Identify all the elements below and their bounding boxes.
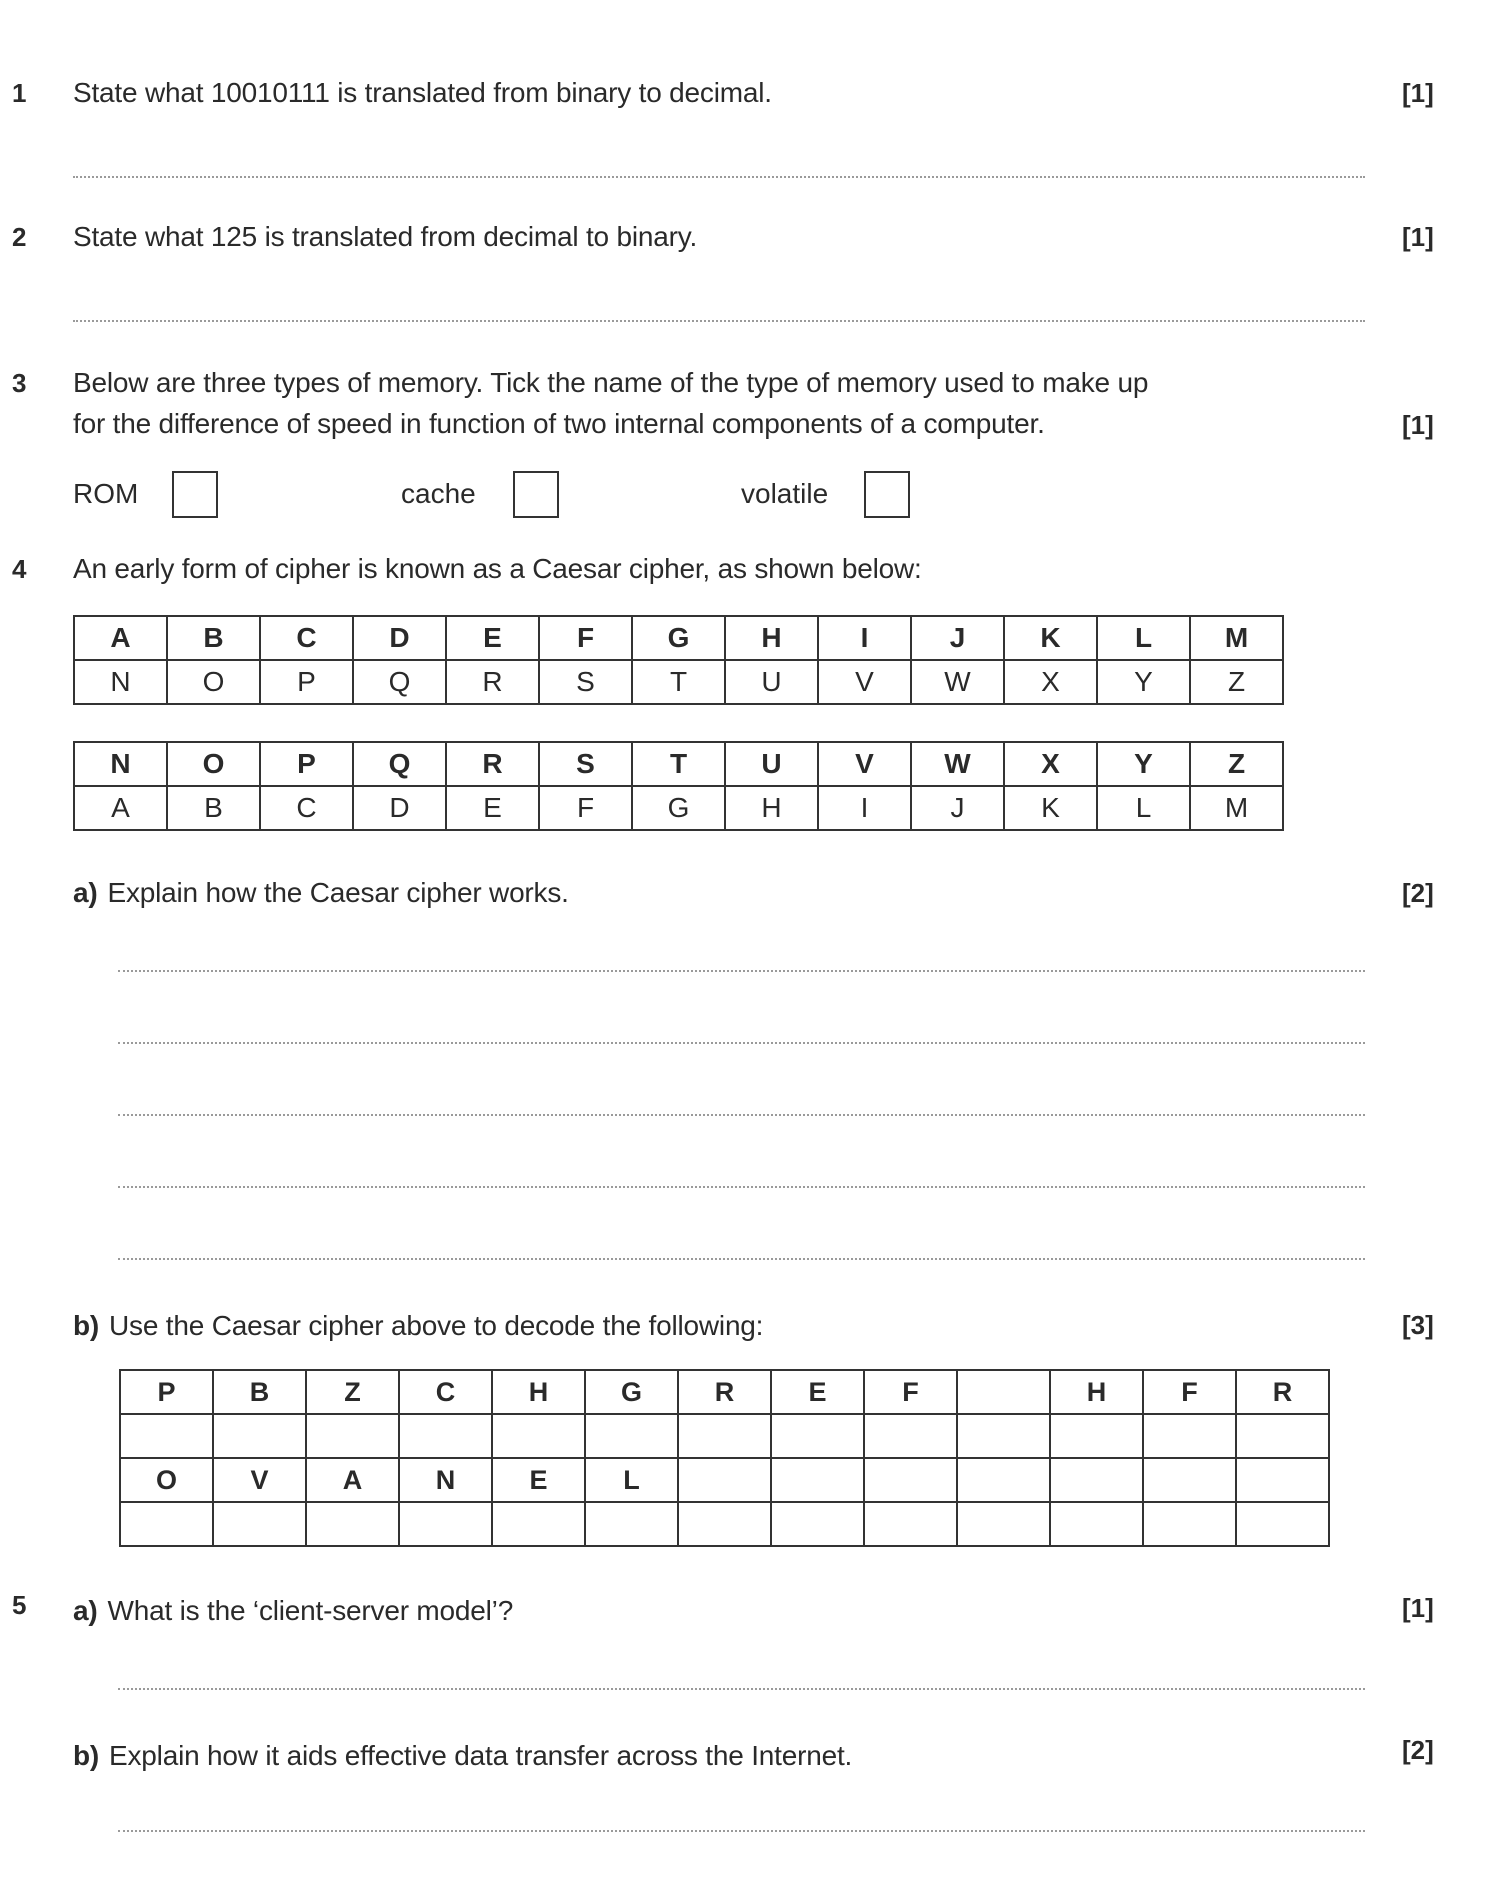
cipher-cell: O — [167, 742, 260, 786]
cipher-cell: D — [353, 616, 446, 660]
decode-row-answer-1 — [120, 1414, 1329, 1458]
cipher-cell: F — [539, 786, 632, 830]
cipher-table-a-to-m — [73, 615, 1284, 705]
marks-label: [1] — [1402, 78, 1434, 108]
cipher-cell: P — [260, 742, 353, 786]
cipher-cell: S — [539, 742, 632, 786]
tick-box-cache[interactable] — [513, 471, 559, 518]
cipher-cell: A — [74, 616, 167, 660]
answer-cell[interactable] — [1050, 1502, 1143, 1546]
answer-cell[interactable] — [399, 1414, 492, 1458]
subquestion-label: a) — [73, 877, 98, 908]
cipher-cell: H — [725, 786, 818, 830]
subquestion-text: Explain how it aids effective data transfer across the Internet. — [109, 1740, 853, 1771]
answer-cell[interactable] — [771, 1414, 864, 1458]
cipher-cell: O — [167, 660, 260, 704]
marks-label: [2] — [1402, 878, 1434, 908]
subquestion-4b — [73, 1305, 763, 1346]
encoded-letter-cell: H — [492, 1370, 585, 1414]
cipher-cell: B — [167, 786, 260, 830]
answer-cell[interactable] — [492, 1414, 585, 1458]
cipher-cell: J — [911, 616, 1004, 660]
answer-cell[interactable] — [957, 1414, 1050, 1458]
encoded-letter-cell — [678, 1458, 771, 1502]
cipher-cell: E — [446, 786, 539, 830]
answer-cell[interactable] — [213, 1414, 306, 1458]
encoded-letter-cell: H — [1050, 1370, 1143, 1414]
encoded-letter-cell — [864, 1458, 957, 1502]
answer-line[interactable] — [118, 970, 1365, 972]
answer-cell[interactable] — [1050, 1414, 1143, 1458]
subquestion-label: b) — [73, 1740, 100, 1771]
encoded-letter-cell: E — [771, 1370, 864, 1414]
cipher-cell: K — [1004, 616, 1097, 660]
cipher-cell: R — [446, 660, 539, 704]
cipher-cell: Y — [1097, 660, 1190, 704]
encoded-letter-cell — [1236, 1458, 1329, 1502]
cipher-row-encoded — [74, 786, 1283, 830]
cipher-cell: D — [353, 786, 446, 830]
cipher-cell: I — [818, 616, 911, 660]
subquestion-5b — [73, 1735, 852, 1776]
answer-cell[interactable] — [306, 1502, 399, 1546]
encoded-letter-cell — [957, 1458, 1050, 1502]
cipher-cell: K — [1004, 786, 1097, 830]
cipher-cell: U — [725, 742, 818, 786]
cipher-cell: X — [1004, 660, 1097, 704]
encoded-letter-cell — [771, 1458, 864, 1502]
cipher-cell: T — [632, 742, 725, 786]
question-text: State what 125 is translated from decimal to binary. — [73, 221, 698, 252]
answer-line[interactable] — [73, 320, 1365, 322]
answer-cell[interactable] — [585, 1502, 678, 1546]
tick-box-volatile[interactable] — [864, 471, 910, 518]
cipher-cell: X — [1004, 742, 1097, 786]
answer-cell[interactable] — [771, 1502, 864, 1546]
cipher-cell: U — [725, 660, 818, 704]
subquestion-label: b) — [73, 1310, 100, 1341]
answer-line[interactable] — [118, 1258, 1365, 1260]
question-text: An early form of cipher is known as a Caesar cipher, as shown below: — [73, 553, 922, 584]
cipher-cell: S — [539, 660, 632, 704]
cipher-cell: C — [260, 616, 353, 660]
subquestion-4a — [73, 872, 569, 913]
marks-label: [1] — [1402, 410, 1434, 440]
encoded-letter-cell — [1050, 1458, 1143, 1502]
encoded-letter-cell: R — [678, 1370, 771, 1414]
marks-label: [2] — [1402, 1735, 1434, 1765]
cipher-cell: Q — [353, 660, 446, 704]
cipher-cell: N — [74, 742, 167, 786]
encoded-letter-cell: C — [399, 1370, 492, 1414]
encoded-letter-cell: R — [1236, 1370, 1329, 1414]
tick-box-rom[interactable] — [172, 471, 218, 518]
option-label-cache: cache — [401, 478, 476, 509]
cipher-cell: Z — [1190, 742, 1283, 786]
answer-cell[interactable] — [492, 1502, 585, 1546]
answer-cell[interactable] — [864, 1502, 957, 1546]
cipher-cell: C — [260, 786, 353, 830]
cipher-cell: W — [911, 742, 1004, 786]
question-number: 5 — [12, 1590, 27, 1620]
answer-line[interactable] — [118, 1688, 1365, 1690]
question-text: State what 10010111 is translated from binary to decimal. — [73, 77, 772, 108]
encoded-letter-cell: B — [213, 1370, 306, 1414]
cipher-cell: P — [260, 660, 353, 704]
cipher-cell: R — [446, 742, 539, 786]
cipher-cell: G — [632, 786, 725, 830]
decode-row-answer-2 — [120, 1502, 1329, 1546]
cipher-cell: W — [911, 660, 1004, 704]
cipher-cell: Z — [1190, 660, 1283, 704]
marks-label: [1] — [1402, 222, 1434, 252]
decode-grid — [119, 1369, 1330, 1547]
encoded-letter-cell: G — [585, 1370, 678, 1414]
encoded-letter-cell: P — [120, 1370, 213, 1414]
cipher-cell: M — [1190, 786, 1283, 830]
answer-cell[interactable] — [213, 1502, 306, 1546]
answer-line[interactable] — [73, 176, 1365, 178]
cipher-cell: L — [1097, 786, 1190, 830]
encoded-letter-cell: Z — [306, 1370, 399, 1414]
encoded-letter-cell: O — [120, 1458, 213, 1502]
question-number: 2 — [12, 222, 27, 252]
cipher-table-n-to-z — [73, 741, 1284, 831]
cipher-row-plain — [74, 616, 1283, 660]
option-label-volatile: volatile — [741, 478, 829, 509]
encoded-letter-cell: N — [399, 1458, 492, 1502]
encoded-letter-cell: V — [213, 1458, 306, 1502]
answer-cell[interactable] — [1236, 1414, 1329, 1458]
answer-cell[interactable] — [585, 1414, 678, 1458]
subquestion-label: a) — [73, 1595, 98, 1626]
cipher-cell: I — [818, 786, 911, 830]
question-number: 4 — [12, 554, 27, 584]
encoded-letter-cell: F — [864, 1370, 957, 1414]
answer-cell[interactable] — [678, 1502, 771, 1546]
answer-cell[interactable] — [1143, 1502, 1236, 1546]
cipher-cell: H — [725, 616, 818, 660]
cipher-cell: M — [1190, 616, 1283, 660]
cipher-cell: E — [446, 616, 539, 660]
answer-cell[interactable] — [1143, 1414, 1236, 1458]
cipher-cell: B — [167, 616, 260, 660]
encoded-letter-cell — [957, 1370, 1050, 1414]
cipher-cell: F — [539, 616, 632, 660]
cipher-cell: A — [74, 786, 167, 830]
question-text: for the difference of speed in function of two internal components of a computer. — [73, 408, 1045, 439]
encoded-letter-cell: L — [585, 1458, 678, 1502]
cipher-cell: L — [1097, 616, 1190, 660]
marks-label: [3] — [1402, 1310, 1434, 1340]
encoded-letter-cell: F — [1143, 1370, 1236, 1414]
question-number: 1 — [12, 78, 27, 108]
answer-line[interactable] — [118, 1830, 1365, 1832]
subquestion-text: What is the ‘client-server model’? — [107, 1595, 514, 1626]
cipher-cell: G — [632, 616, 725, 660]
encoded-letter-cell — [1143, 1458, 1236, 1502]
subquestion-text: Use the Caesar cipher above to decode the following: — [109, 1310, 764, 1341]
cipher-cell: V — [818, 742, 911, 786]
option-label-rom: ROM — [73, 478, 139, 509]
cipher-cell: J — [911, 786, 1004, 830]
answer-cell[interactable] — [678, 1414, 771, 1458]
answer-cell[interactable] — [120, 1414, 213, 1458]
encoded-letter-cell: A — [306, 1458, 399, 1502]
answer-cell[interactable] — [306, 1414, 399, 1458]
subquestion-5a — [73, 1590, 513, 1631]
cipher-cell: T — [632, 660, 725, 704]
question-text: Below are three types of memory. Tick the name of the type of memory used to make up — [73, 367, 1149, 398]
answer-line[interactable] — [118, 1186, 1365, 1188]
answer-cell[interactable] — [399, 1502, 492, 1546]
decode-row-encoded-1 — [120, 1370, 1329, 1414]
answer-cell[interactable] — [864, 1414, 957, 1458]
decode-row-encoded-2 — [120, 1458, 1329, 1502]
cipher-cell: Y — [1097, 742, 1190, 786]
question-number: 3 — [12, 368, 27, 398]
answer-cell[interactable] — [957, 1502, 1050, 1546]
answer-cell[interactable] — [1236, 1502, 1329, 1546]
cipher-cell: V — [818, 660, 911, 704]
marks-label: [1] — [1402, 1593, 1434, 1623]
cipher-row-encoded — [74, 660, 1283, 704]
cipher-row-plain — [74, 742, 1283, 786]
answer-line[interactable] — [118, 1114, 1365, 1116]
answer-cell[interactable] — [120, 1502, 213, 1546]
cipher-cell: Q — [353, 742, 446, 786]
subquestion-text: Explain how the Caesar cipher works. — [107, 877, 569, 908]
answer-line[interactable] — [118, 1042, 1365, 1044]
cipher-cell: N — [74, 660, 167, 704]
encoded-letter-cell: E — [492, 1458, 585, 1502]
